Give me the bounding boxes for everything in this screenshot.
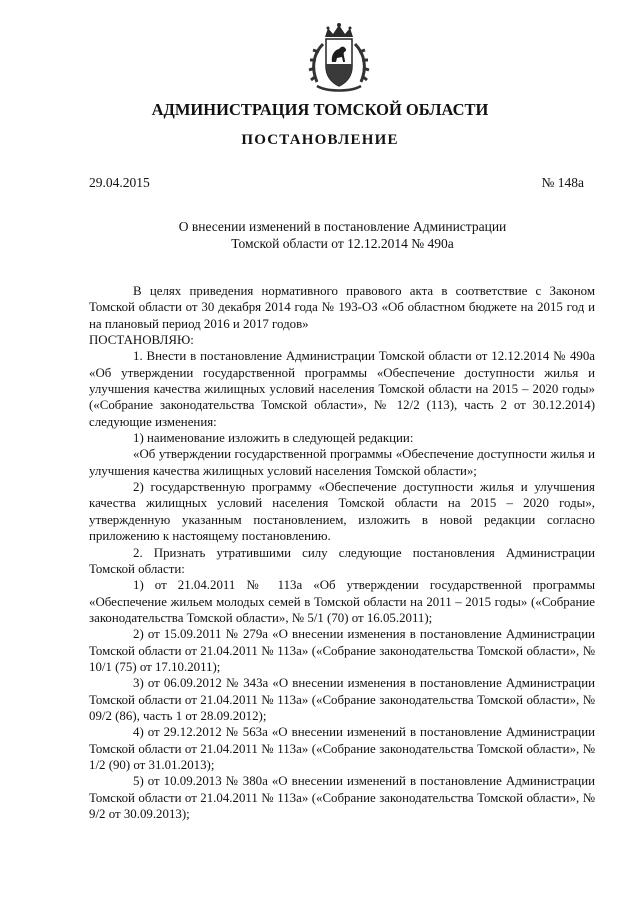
document-title-line: Томской области от 12.12.2014 № 490а [231, 235, 454, 251]
body-paragraph: «Об утверждении государственной программы «Обеспечение доступности жилья и улучшения качества жилищных условий населения Томской области»; [89, 447, 595, 478]
body-paragraph: 2. Признать утратившими силу следующие постановления Администрации Томской области: [89, 545, 595, 576]
document-type: ПОСТАНОВЛЕНИЕ [241, 132, 399, 148]
body-paragraph: 1) от 21.04.2011 № 113а «Об утверждении государственной программы «Обеспечение жильем молодых семей в Томской области на 2011 – 2015 годы» («Собрание законодательства Томской области», № 5/1 (70) от 16.05.2011); [89, 578, 595, 625]
document-number: № 148а [541, 175, 584, 190]
body-paragraph: 4) от 29.12.2012 № 563а «О внесении изменений в постановление Администрации Томской области от 21.04.2011 № 113а» («Собрание законодательства Томской области», № 1/2 (90) от 31.01.2013); [89, 725, 595, 772]
body-paragraph: ПОСТАНОВЛЯЮ: [89, 333, 194, 348]
body-paragraph: В целях приведения нормативного правового акта в соответствие с Законом Томской области от 30 декабря 2014 года № 193-ОЗ «Об областном бюджете на 2015 год и на плановый период 2016 и 2017 годов» [89, 284, 595, 331]
document-title [100, 219, 585, 252]
body-paragraph: 2) от 15.09.2011 № 279а «О внесении изменения в постановление Администрации Томской области от 21.04.2011 № 113а» («Собрание законодательства Томской области», № 10/1 (75) от 17.10.2011); [89, 627, 595, 674]
document-body [89, 283, 595, 822]
tomsk-region-coat-of-arms-icon [301, 20, 377, 96]
body-paragraph: 1. Внести в постановление Администрации Томской области от 12.12.2014 № 490а «Об утверждении государственной программы «Обеспечение доступности жилья и улучшения качества жилищных условий населения Томской области на 2015 – 2020 годы» («Собрание законодательства Томской области», № 12/2 (113), часть 2 от 30.12.2014) следующие изменения: [89, 349, 595, 429]
body-paragraph: 5) от 10.09.2013 № 380а «О внесении изменений в постановление Администрации Томской области от 21.04.2011 № 113а» («Собрание законодательства Томской области», № 9/2 от 30.09.2013); [89, 774, 595, 821]
body-paragraph: 3) от 06.09.2012 № 343а «О внесении изменения в постановление Администрации Томской области от 21.04.2011 № 113а» («Собрание законодательства Томской области», № 09/2 (86), часть 1 от 28.09.2012); [89, 676, 595, 723]
document-date: 29.04.2015 [89, 175, 150, 190]
body-paragraph: 1) наименование изложить в следующей редакции: [133, 431, 414, 446]
document-title-line: О внесении изменений в постановление Администрации [178, 219, 507, 234]
body-paragraph: 2) государственную программу «Обеспечение доступности жилья и улучшения качества жилищных условий населения Томской области на 2015 – 2020 годы», утвержденную указанным постановлением, изложить в новой редакции согласно приложению к настоящему постановлению. [89, 480, 595, 544]
organization-name: АДМИНИСТРАЦИЯ ТОМСКОЙ ОБЛАСТИ [151, 100, 489, 119]
